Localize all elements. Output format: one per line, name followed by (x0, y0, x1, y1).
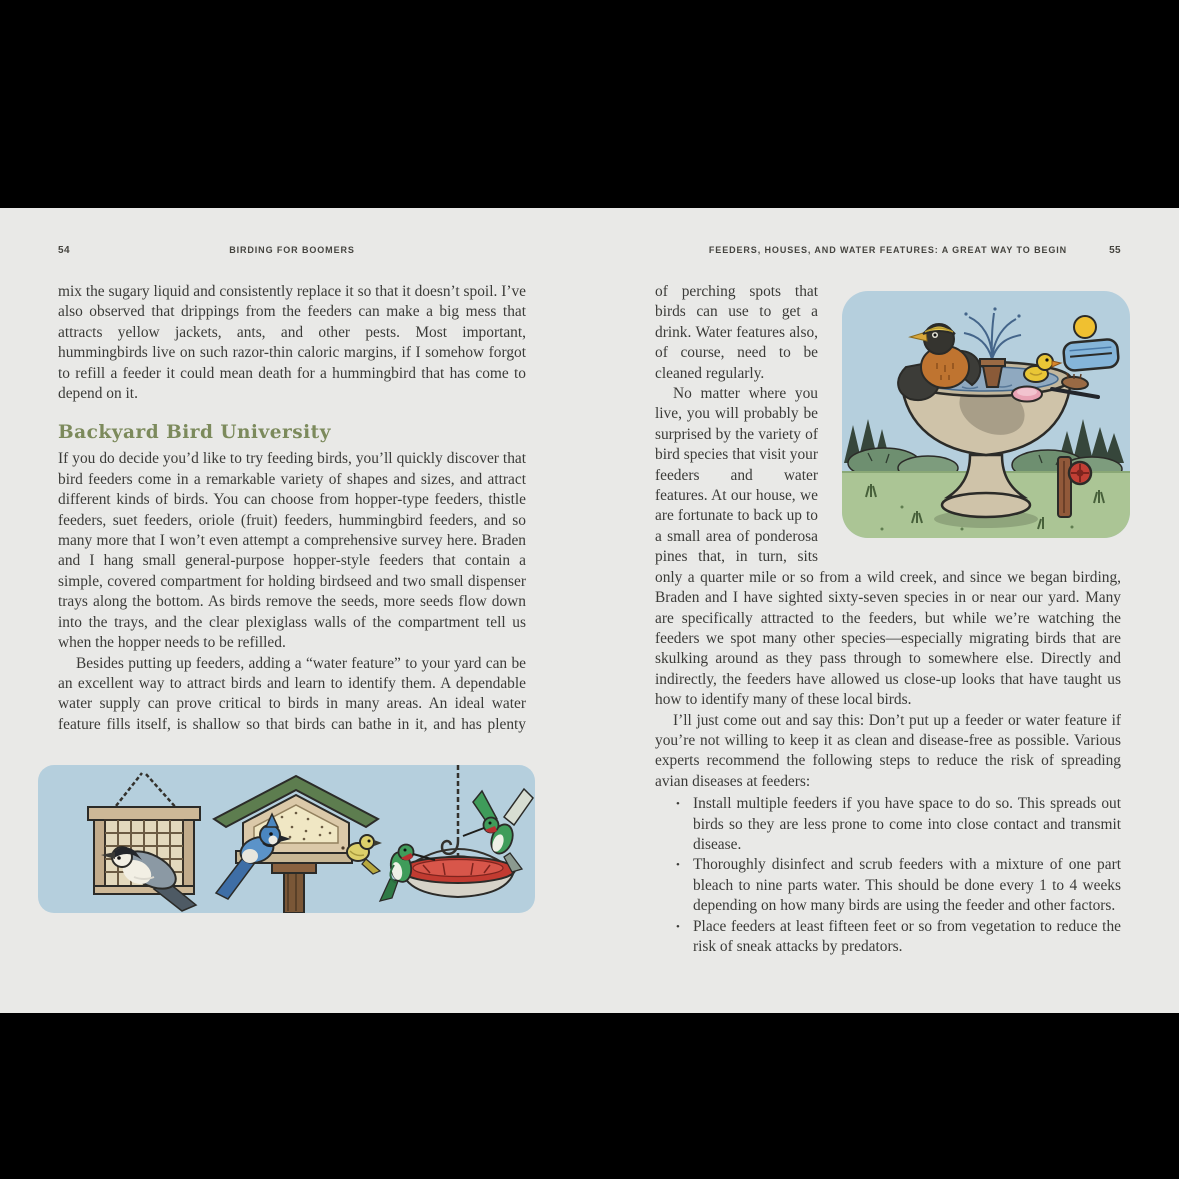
sun-icon (1074, 316, 1096, 338)
page-body-left (58, 282, 526, 913)
hopper-feeder-icon (214, 776, 382, 913)
suet-feeder-icon (88, 773, 200, 911)
list-item-text: Place feeders at least fifteen feet or so from vegetation to reduce the risk of sneak attacks by predators. (693, 917, 1121, 955)
bullet-glyph: • (676, 798, 680, 811)
yellow-bird-icon (347, 835, 382, 874)
soap-icon (1012, 387, 1042, 402)
page-number: 55 (1109, 245, 1121, 256)
page-body-right (655, 282, 1121, 957)
running-head: BIRDING FOR BOOMERS (229, 245, 355, 255)
paragraph: If you do decide you’d like to try feeding birds, you’ll quickly discover that bird feeders come in a remarkable variety of shapes and sizes, and attract different kinds of birds. You can choose from hopper-type feeders, thistle feeders, suet feeders, oriole (fruit) feeders, hummingbird feeders, and so many more that I won’t even attempt a comprehensive survey here. Braden and I hang small general-purpose hopper-style feeders that contain a simple, covered compartment for holding birdseed and two small dispenser trays along the bottom. As birds remove the seeds, more seeds flow down into the trays, and the clear plexiglass walls of the compartment tell us when the hopper needs to be refilled. (58, 450, 526, 652)
bullet-glyph: • (676, 859, 680, 872)
list-item (655, 794, 1121, 855)
paragraph: of perching spots that birds can use to get a drink. Water features also, of course, need to be cleaned regularly. (655, 283, 818, 382)
list-item-text: Thoroughly disinfect and scrub feeders with a mixture of one part bleach to nine parts water. This should be done every 1 to 4 weeks depending on how many birds are using the feeder and other factors. (693, 856, 1121, 915)
running-head: FEEDERS, HOUSES, AND WATER FEATURES: A GREAT WAY TO BEGIN (708, 245, 1068, 255)
list-item-text: Install multiple feeders if you have space to do so. This spreads out birds so they are less prone to come into close contact and transmit disease. (693, 795, 1121, 853)
letterbox-top (0, 0, 1179, 208)
towel-icon (1063, 339, 1119, 372)
bullet-glyph: • (676, 920, 680, 933)
paragraph: Besides putting up feeders, adding a “water feature” to your yard can be an excellent way to attract birds and learn to identify them. A dependable water supply can prove critical to birds in many areas. An ideal water feature fills itself, is shallow so that birds can bathe in it, and has plenty (58, 654, 526, 733)
book-spread (0, 208, 1179, 1013)
page-55 (655, 208, 1121, 1013)
page-header-left (58, 244, 526, 257)
bird-feeders-illustration (38, 765, 535, 913)
letterbox-bottom (0, 1013, 1179, 1179)
list-item (655, 917, 1121, 958)
paragraph: No matter where you live, you will probably be surprised by the variety of bird species that visit your feeders and water features. At our house, we are fortunate to back up to a small area of ponderosa pines that, in turn, sits only a quarter mile or so from a wild creek, and since we began birding, Braden and I have sighted sixty-seven species in or near our yard. Many are specifically attracted to the feeders, but while we’re watching the feeders we spot many other species—especially migrating birds that are skulking around as they pass through to somewhere else. Directly and indirectly, the feeders have allowed us close-up looks that have taught us how to identify many of these local birds. (655, 385, 1121, 709)
paragraph: I’ll just come out and say this: Don’t put up a feeder or water feature if you’re not willing to keep it as clean and disease-free as possible. Various experts recommend the following steps to reduce the risk of spreading avian diseases at feeders: (655, 711, 1121, 790)
feeder-hygiene-list (655, 794, 1121, 957)
hummingbird-feeder-icon (380, 765, 533, 901)
page-54 (58, 208, 526, 1013)
paragraph: mix the sugary liquid and consistently replace it so that it doesn’t spoil. I’ve also observed that drippings from the feeders can make a big mess that attracts yellow jackets, ants, and other pests. Most important, hummingbirds live on such razor-thin caloric margins, if I somehow forgot to refill a feeder it could mean death for a hummingbird that has come to depend on it. (58, 283, 526, 403)
birdbath-illustration (842, 291, 1130, 538)
page-number: 54 (58, 245, 70, 256)
section-heading: Backyard Bird University (58, 422, 331, 444)
list-item (655, 855, 1121, 916)
page-header-right (655, 244, 1121, 257)
bird-feeders-drawing (38, 765, 535, 913)
birdbath-drawing (842, 291, 1130, 538)
